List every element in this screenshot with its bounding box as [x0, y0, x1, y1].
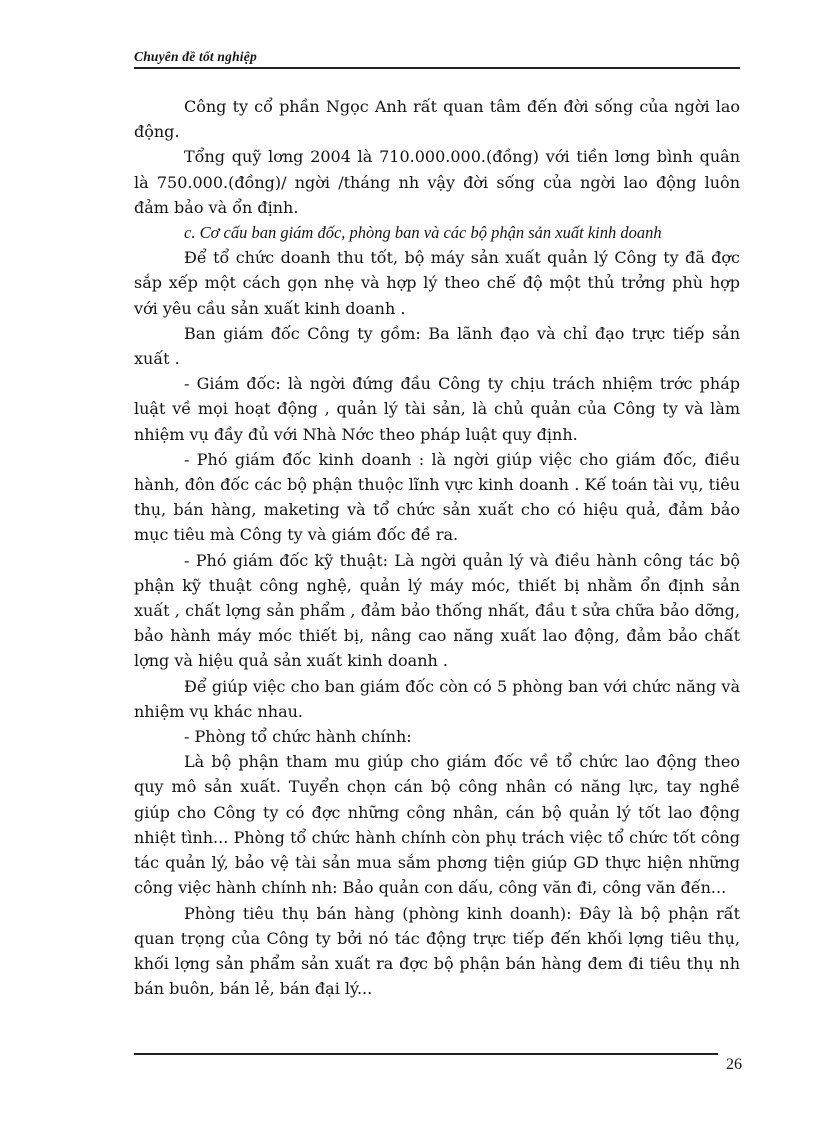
paragraph: Phòng tiêu thụ bán hàng (phòng kinh doanh): Đây là bộ phận rất quan trọng của Công ty bởi nó tác động trực tiếp đến khối lợng tiêu thụ, khối lợng sản phẩm sản xuất ra đợc bộ phận bán hàng đem đi tiêu thụ nh bán buôn, bán lẻ, bán đại lý...	[134, 903, 740, 999]
paragraph: Để tổ chức doanh thu tốt, bộ máy sản xuất quản lý Công ty đã đợc sắp xếp một cách gọn nhẹ và hợp lý theo chế độ một thủ trởng phù hợp với yêu cầu sản xuất kinh doanh .	[134, 248, 740, 318]
paragraph: - Giám đốc: là ngời đứng đầu Công ty chịu trách nhiệm trớc pháp luật về mọi hoạt động , quản lý tài sản, là chủ quản của Công ty và làm nhiệm vụ đầy đủ với Nhà Nớc theo pháp luật quy định.	[134, 374, 740, 444]
paragraph: - Phòng tổ chức hành chính:	[184, 727, 412, 747]
paragraph: Tổng quỹ lơng 2004 là 710.000.000.(đồng) với tiền lơng bình quân là 750.000.(đồng)/ ngời /tháng nh vậy đời sống của ngời lao động luôn đảm bảo và ổn định.	[134, 147, 740, 217]
document-body	[134, 94, 740, 1001]
page-number: 26	[726, 1056, 742, 1073]
paragraph: Ban giám đốc Công ty gồm: Ba lãnh đạo và chỉ đạo trực tiếp sản xuất .	[134, 323, 740, 369]
page-header	[134, 49, 740, 69]
paragraph: Để giúp việc cho ban giám đốc còn có 5 phòng ban với chức năng và nhiệm vụ khác nhau.	[134, 676, 740, 721]
paragraph: Công ty cổ phần Ngọc Anh rất quan tâm đến đời sống của ngời lao động.	[134, 97, 740, 142]
paragraph: Là bộ phận tham mu giúp cho giám đốc về tổ chức lao động theo quy mô sản xuất. Tuyển chọn cán bộ công nhân có năng lực, tay nghề giúp cho Công ty có đợc những công nhân, cán bộ quản lý tốt lao động nhiệt tình... Phòng tổ chức hành chính còn phụ trách việc tổ chức tốt công tác quản lý, bảo vệ tài sản mua sắm phơng tiện giúp GD thực hiện những công việc hành chính nh: Bảo quản con dấu, công văn đi, công văn đến...	[134, 752, 740, 898]
header-title: Chuyên đề tốt nghiệp	[134, 49, 257, 64]
footer-rule	[134, 1053, 718, 1055]
paragraph: - Phó giám đốc kinh doanh : là ngời giúp việc cho giám đốc, điều hành, đôn đốc các bộ phận thuộc lĩnh vực kinh doanh . Kế toán tài vụ, tiêu thụ, bán hàng, maketing và tổ chức sản xuất cho có hiệu quả, đảm bảo mục tiêu mà Công ty và giám đốc đề ra.	[134, 449, 740, 545]
paragraph: - Phó giám đốc kỹ thuật: Là ngời quản lý và điều hành công tác bộ phận kỹ thuật công nghệ, quản lý máy móc, thiết bị nhằm ổn định sản xuất , chất lợng sản phẩm , đảm bảo thống nhất, đầu t sửa chữa bảo dỡng, bảo hành máy móc thiết bị, nâng cao năng xuất lao động, đảm bảo chất lợng và hiệu quả sản xuất kinh doanh .	[134, 550, 740, 671]
section-heading: c. Cơ cấu ban giám đốc, phòng ban và các bộ phận sản xuất kinh doanh	[184, 223, 662, 243]
